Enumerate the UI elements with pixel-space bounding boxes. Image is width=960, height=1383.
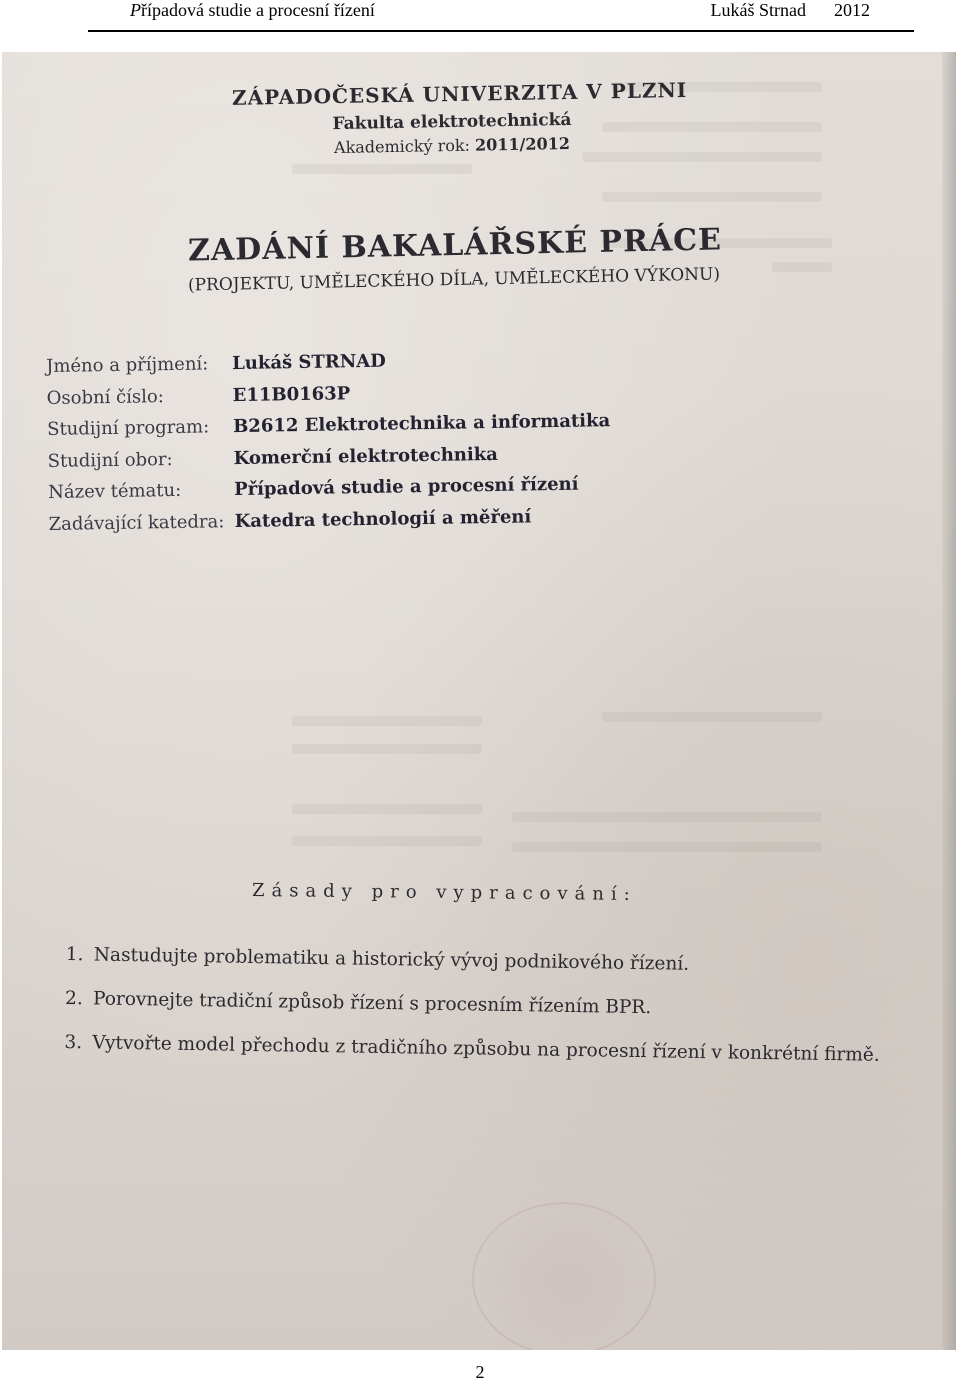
principle-number: 1.: [65, 944, 84, 966]
info-value: Lukáš STRNAD: [231, 350, 386, 375]
header-title-rest: řípadová studie a procesní řízení: [141, 0, 375, 20]
info-label: Zadávající katedra:: [48, 510, 225, 535]
principle-text: Vytvořte model přechodu z tradičního způsobu na procesní řízení v konkrétní firmě.: [92, 1032, 880, 1066]
header-author-year: [711, 0, 870, 21]
principle-number: 2.: [64, 987, 83, 1010]
info-label: Název tématu:: [47, 479, 182, 503]
info-value: B2612 Elektrotechnika a informatika: [232, 410, 611, 438]
info-label: Jméno a příjmení:: [46, 353, 209, 377]
info-value: Katedra technologií a měření: [234, 505, 532, 532]
info-label: Studijní program:: [46, 416, 210, 440]
header-title-initial: P: [130, 0, 141, 20]
header-year: 2012: [834, 0, 870, 20]
assignment-document: [2, 52, 956, 1350]
header-author: Lukáš Strnad: [710, 0, 806, 20]
document-photo: [2, 52, 956, 1350]
running-header: [88, 0, 914, 32]
university-name: ZÁPADOČESKÁ UNIVERZITA V PLZNI: [231, 77, 688, 110]
academic-year: [232, 132, 672, 159]
document-title: ZADÁNÍ BAKALÁŘSKÉ PRÁCE: [187, 222, 723, 269]
faculty-name: Fakulta elektrotechnická: [332, 109, 572, 135]
principle-number: 3.: [64, 1031, 83, 1054]
academic-year-label: Akademický rok:: [333, 135, 471, 158]
academic-year-value: 2011/2012: [474, 133, 571, 155]
info-value: Případová studie a procesní řízení: [233, 473, 579, 501]
info-label: Studijní obor:: [47, 448, 173, 472]
page-number: 2: [475, 1362, 485, 1382]
header-title: [130, 0, 375, 21]
principles-heading: Zásady pro vypracování:: [251, 879, 637, 906]
principles-list: [64, 944, 886, 1089]
info-label: Osobní číslo:: [46, 385, 164, 409]
principle-text: Nastudujte problematiku a historický vývoj podnikového řízení.: [93, 944, 690, 975]
principle-text: Porovnejte tradiční způsob řízení s procesním řízením BPR.: [92, 988, 652, 1019]
info-value: E11B0163P: [232, 382, 351, 406]
info-value: Komerční elektrotechnika: [233, 443, 499, 469]
document-subtitle: (PROJEKTU, UMĚLECKÉHO DÍLA, UMĚLECKÉHO VÝKONU): [187, 264, 721, 296]
student-info-table: [46, 346, 669, 545]
